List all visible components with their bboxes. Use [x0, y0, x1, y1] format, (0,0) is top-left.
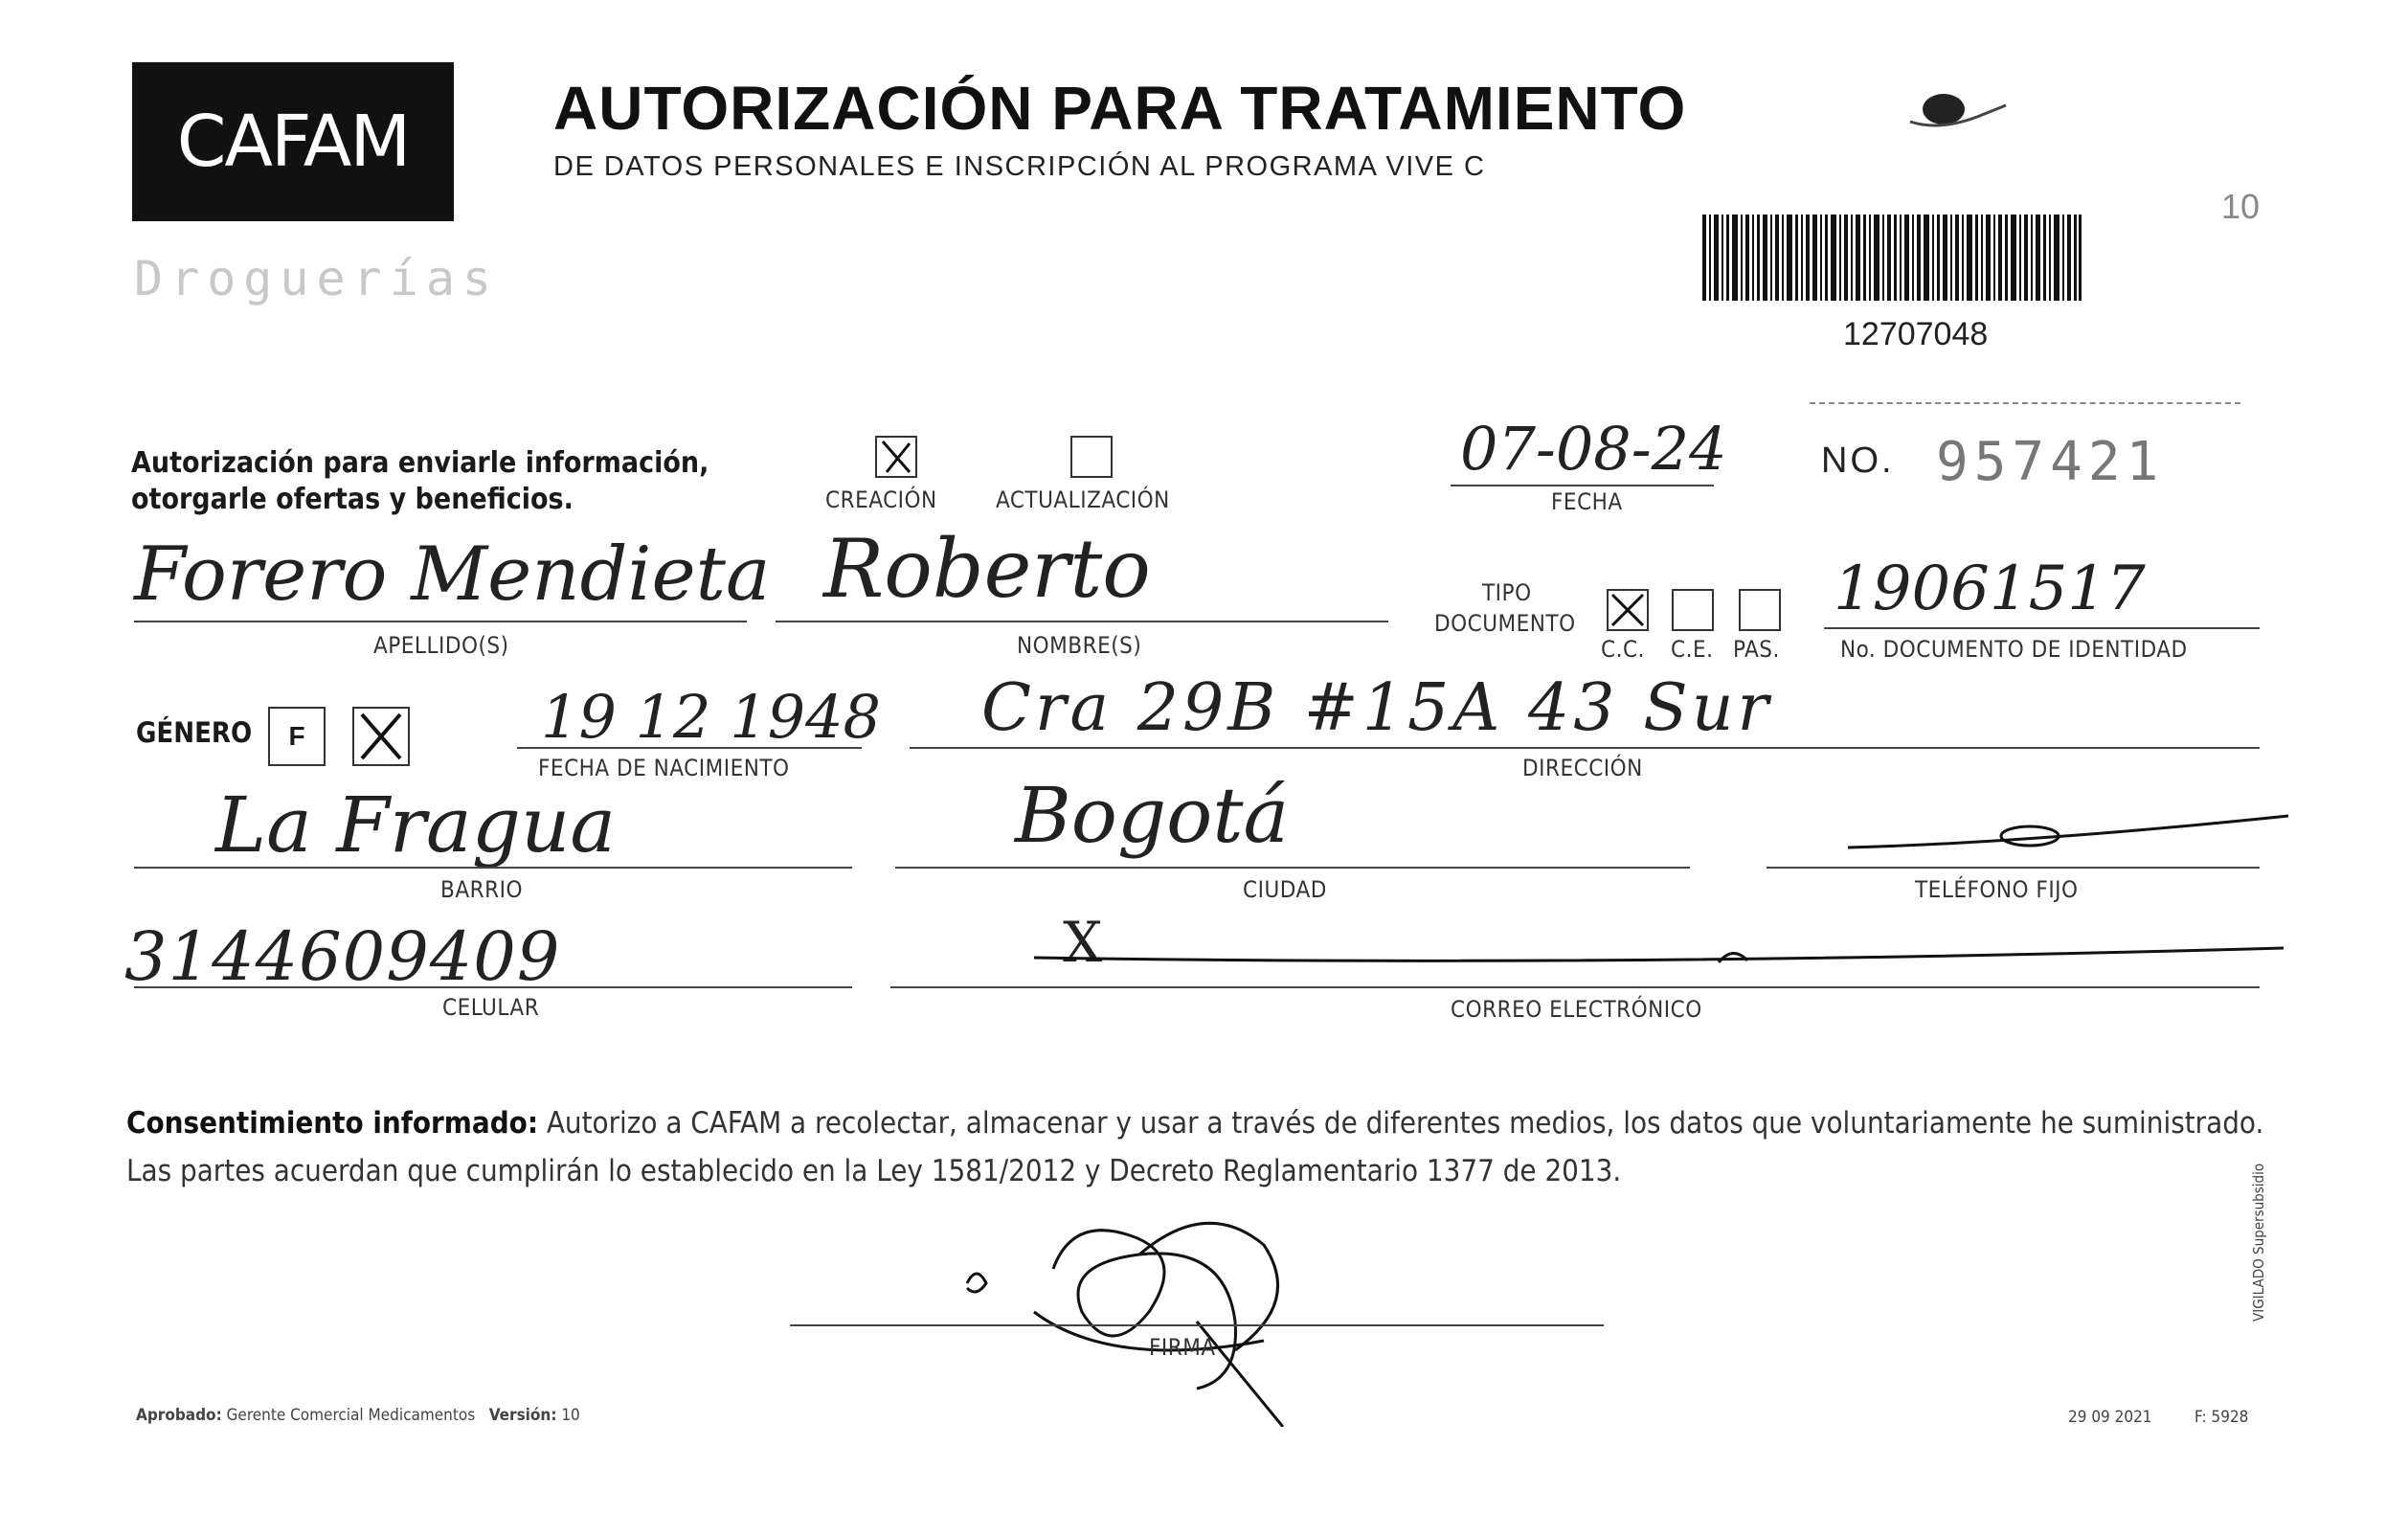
check-x-icon — [354, 709, 408, 764]
telefono-label: TELÉFONO FIJO — [1915, 876, 2079, 903]
no-label: NO. — [1821, 441, 1895, 481]
form-title: AUTORIZACIÓN PARA TRATAMIENTO — [553, 74, 1687, 143]
no-value: 957421 — [1936, 431, 2165, 493]
tipo-label: TIPO — [1482, 579, 1532, 606]
celular-value[interactable]: 3144609409 — [124, 917, 561, 996]
correo-line — [890, 986, 2260, 988]
direccion-line — [910, 747, 2260, 749]
genero-m-checkbox[interactable] — [352, 707, 410, 766]
version-value: 10 — [561, 1406, 580, 1425]
signature-drawing — [919, 1197, 1379, 1427]
consent-paragraph — [126, 1099, 2271, 1195]
fecha-nacimiento-value[interactable]: 19 12 1948 — [541, 682, 881, 752]
top-dashed-line — [1810, 402, 2240, 404]
version-label: Versión: — [488, 1406, 557, 1425]
ciudad-value[interactable]: Bogotá — [1015, 771, 1290, 860]
barcode-number: 12707048 — [1843, 316, 1989, 352]
check-x-icon — [877, 438, 915, 476]
correo-label: CORREO ELECTRÓNICO — [1451, 996, 1702, 1023]
pas-checkbox[interactable] — [1739, 589, 1781, 631]
celular-line — [134, 986, 852, 988]
ciudad-label: CIUDAD — [1243, 876, 1327, 903]
cafam-logo: CAFAM — [132, 62, 454, 221]
drogerias-faded-text: Droguerías — [134, 251, 500, 306]
firma-line — [790, 1324, 1604, 1326]
documento-number-label: No. DOCUMENTO DE IDENTIDAD — [1840, 636, 2188, 663]
fecha-line — [1451, 485, 1714, 486]
check-x-icon — [1609, 591, 1647, 629]
correo-strike-icon — [1029, 934, 2293, 982]
nombres-line — [776, 621, 1388, 622]
documento-label: DOCUMENTO — [1434, 610, 1576, 637]
vigilado-vertical-text: VIGILADO Supersubsidio — [2250, 1163, 2267, 1322]
documento-value[interactable]: 19061517 — [1834, 554, 2146, 624]
apellidos-label: APELLIDO(S) — [373, 632, 509, 659]
footer-code: F: 5928 — [2194, 1408, 2249, 1427]
cc-label: C.C. — [1601, 636, 1645, 663]
footer-date: 29 09 2021 — [2068, 1408, 2152, 1427]
nombres-label: NOMBRE(S) — [1017, 632, 1142, 659]
aprobado-label: Aprobado: — [136, 1406, 222, 1425]
actualizacion-checkbox[interactable] — [1070, 436, 1113, 478]
direccion-label: DIRECCIÓN — [1522, 755, 1643, 781]
celular-label: CELULAR — [442, 994, 540, 1021]
apellidos-line — [134, 621, 747, 622]
authorization-line-1: Autorización para enviarle información, — [131, 446, 709, 480]
authorization-line-2: otorgarle ofertas y beneficios. — [131, 483, 574, 516]
barrio-label: BARRIO — [440, 876, 523, 903]
fecha-nacimiento-line — [517, 747, 862, 749]
genero-f-checkbox[interactable]: F — [268, 707, 326, 766]
ce-label: C.E. — [1671, 636, 1714, 663]
corner-mark: 10 — [2221, 187, 2261, 226]
barrio-line — [134, 867, 852, 869]
telefono-strike-icon — [1838, 804, 2298, 862]
apellidos-value[interactable]: Forero Mendieta — [134, 531, 771, 618]
footer-left — [136, 1406, 580, 1425]
stamp-mark-icon — [1901, 79, 2025, 136]
form-subtitle: DE DATOS PERSONALES E INSCRIPCIÓN AL PROGRAMA VIVE C — [553, 151, 1486, 182]
barrio-value[interactable]: La Fragua — [215, 780, 617, 870]
pas-label: PAS. — [1733, 636, 1780, 663]
correo-value[interactable]: X — [1063, 910, 1103, 975]
nombres-value[interactable]: Roberto — [823, 522, 1151, 616]
firma-label: FIRMA — [1149, 1334, 1216, 1361]
telefono-line — [1767, 867, 2260, 869]
fecha-nacimiento-label: FECHA DE NACIMIENTO — [538, 755, 790, 781]
fecha-label: FECHA — [1551, 488, 1623, 515]
fecha-value[interactable]: 07-08-24 — [1460, 414, 1727, 484]
direccion-value[interactable]: Cra 29B #15A 43 Sur — [981, 670, 1773, 746]
actualizacion-label: ACTUALIZACIÓN — [996, 486, 1170, 513]
ciudad-line — [895, 867, 1690, 869]
aprobado-value: Gerente Comercial Medicamentos — [226, 1406, 476, 1425]
creacion-checkbox[interactable] — [875, 436, 917, 478]
consent-text: Autorizo a CAFAM a recolectar, almacenar y usar a través de diferentes medios, los datos que voluntariamente he suministrado. Las partes acuerdan que cumplirán lo establecido en la Ley 1581/2012 y Decreto Reglamentario 1377 de 2013. — [126, 1106, 2264, 1188]
creacion-label: CREACIÓN — [825, 486, 937, 513]
documento-line — [1824, 627, 2260, 629]
cc-checkbox[interactable] — [1607, 589, 1649, 631]
barcode — [1702, 215, 2082, 301]
consent-title: Consentimiento informado: — [126, 1106, 538, 1141]
genero-label: GÉNERO — [136, 716, 253, 749]
ce-checkbox[interactable] — [1672, 589, 1714, 631]
authorization-text — [131, 445, 709, 518]
